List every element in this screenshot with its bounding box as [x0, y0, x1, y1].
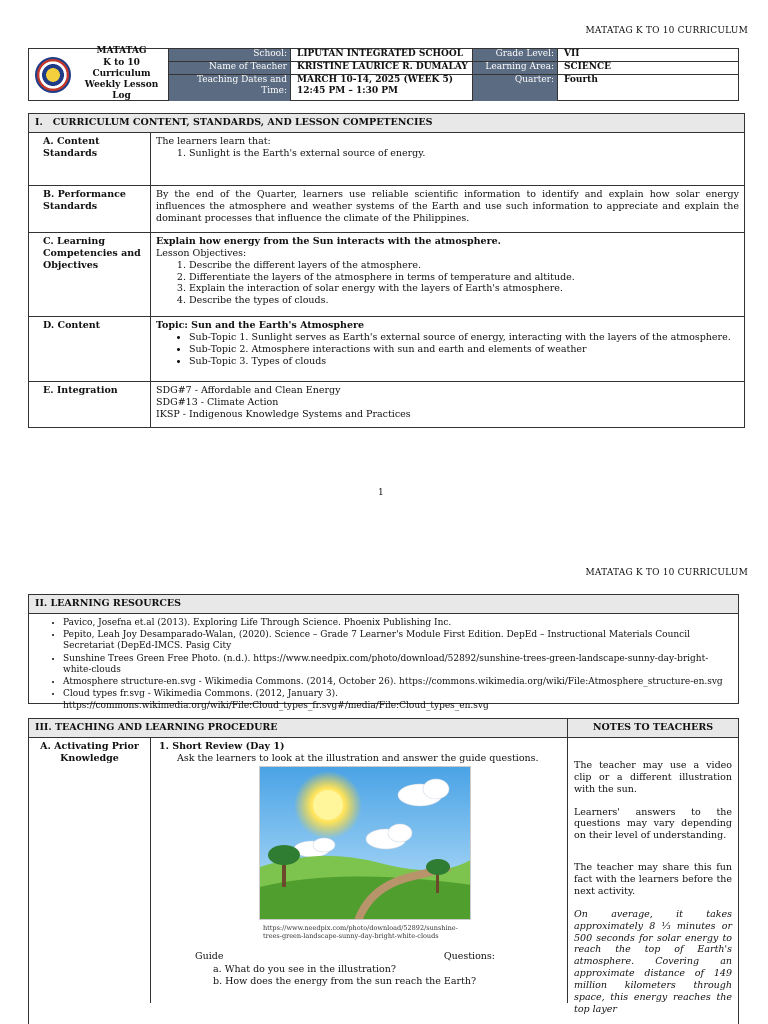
- info-grid: [169, 49, 738, 100]
- quarter-label: Quarter:: [473, 75, 558, 101]
- sunny-landscape-illustration: [259, 766, 471, 920]
- deped-seal-icon: [35, 57, 71, 93]
- teacher-label: Name of Teacher: [169, 62, 291, 75]
- guide-questions-heading: Guide Questions:: [195, 950, 495, 962]
- quarter-value: Fourth: [564, 75, 598, 85]
- page-number: 1: [378, 488, 384, 498]
- teacher-value: KRISTINE LAURICE R. DUMALAY: [291, 62, 473, 75]
- content-row: D. Content Topic: Sun and the Earth's Atmosphere • Sub-Topic 1. Sunlight serves as Earth's external source of energy, interacting with the layers of the atmosphere. • Sub-Topic 2. Atmosphere interactions with sun and earth and elements of weather • Sub-Topic 3. Types of clouds: [29, 317, 744, 382]
- fun-fact: On average, it takes approximately 8 ⅓ minutes or 500 seconds for solar energy to reach the top of Earth's atmosphere. Covering an approximate distance of 149 million kilometers through space, this energy reaches the top layer: [574, 908, 732, 1015]
- grade-label: Grade Level:: [473, 49, 558, 62]
- guide-questions-list: a. What do you see in the illustration? b. How does the energy from the sun reach the Earth?: [213, 963, 477, 987]
- review-title: 1. Short Review (Day 1): [159, 740, 285, 752]
- page-header-2: MATATAG K TO 10 CURRICULUM: [585, 568, 748, 578]
- performance-standards-row: B. Performance Standards By the end of the Quarter, learners use reliable scientific information to identify and explain how solar energy influences the atmosphere and weather systems of the Earth and use such information to appreciate and explain the dominant processes that influence the climate of the Philippines.: [29, 186, 744, 233]
- grade-value: VII: [558, 49, 738, 62]
- content-standards-label: A. Content Standards: [29, 133, 151, 185]
- school-label: School:: [169, 49, 291, 62]
- school-value: LIPUTAN INTEGRATED SCHOOL: [291, 49, 473, 62]
- area-value: SCIENCE: [558, 62, 738, 75]
- dates-label: Teaching Dates and Time:: [169, 75, 291, 101]
- procedure-title: III. TEACHING AND LEARNING PROCEDURE: [29, 719, 568, 737]
- competencies-row: C. Learning Competencies and Objectives Explain how energy from the Sun interacts with the atmosphere. Lesson Objectives: 1. Describe the different layers of the atmosphere. 2. Differentiate the layers of the atmosphere in terms of temperature and altitude. 3. Explain the interaction of solar energy with the layers of Earth's atmosphere. 4. Describe the types of clouds.: [29, 233, 744, 317]
- review-instruction: Ask the learners to look at the illustration and answer the guide questions.: [177, 752, 539, 764]
- content-standards-row: A. Content Standards The learners learn that: 1. Sunlight is the Earth's external source of energy.: [29, 133, 744, 186]
- procedure-header: [29, 719, 738, 738]
- content-label: D. Content: [29, 317, 151, 381]
- landscape-image: [260, 767, 471, 920]
- log-title: MATATAG K to 10 Curriculum Weekly Lesson Log: [84, 46, 159, 102]
- area-label: Learning Area:: [473, 62, 558, 75]
- notes-title: NOTES TO TEACHERS: [592, 722, 714, 733]
- objectives-list: 1. Describe the different layers of the atmosphere. 2. Differentiate the layers of the atmosphere in terms of temperature and altitude. 3. Explain the interaction of solar energy with the layers of Earth's atmosphere. 4. Describe the types of clouds.: [156, 260, 739, 308]
- logo-cell: [29, 46, 169, 102]
- subtopics-list: • Sub-Topic 1. Sunlight serves as Earth's external source of energy, interacting with the layers of the atmosphere. • Sub-Topic 2. Atmosphere interactions with sun and earth and elements of weather • Sub-Topic 3. Types of clouds: [156, 332, 739, 368]
- performance-standards-label: B. Performance Standards: [29, 186, 151, 232]
- illustration-caption: https://www.needpix.com/photo/download/52892/sunshine-trees-green-landscape-sunny-day-bright-white-clouds: [263, 923, 458, 941]
- section-resources: [28, 594, 739, 711]
- dates-value: MARCH 10-14, 2025 (WEEK 5) 12:45 PM – 1:30 PM: [291, 75, 473, 101]
- resources-list: • Pavico, Josefna et.al (2013). Exploring Life Through Science. Phoenix Publishing Inc. • Pepito, Leah Joy Desamparado-Walan, (2020). Science – Grade 7 Learner's Module First Edition. DepEd – Instructional Materials Council Secretariat (DepEd-IMCS. Pasig City • Sunshine Trees Green Free Photo. (n.d.). https://www.needpix.com/photo/download/52892/sunshine-trees-green-landscape-sunny-day-bright-white-clouds • Atmosphere structure-en.svg - Wikimedia Commons. (2014, October 26). https://commons.wikimedia.org/wiki/File:Atmosphere_structure-en.svg • Cloud types fr.svg - Wikimedia Commons. (2012, January 3). https://commons.wikimedia.org/wiki/File:Cloud_types_fr.svg#/media/File:Cloud_types_en.svg: [29, 614, 738, 717]
- notes-to-teachers: The teacher may use a video clip or a different illustration with the sun. Learners' answers to the questions may vary depending on their level of understanding. The teacher may share this fun fact with the learners before the next activity. On average, it takes approximately 8 ⅓ minutes or 500 seconds for solar energy to reach the top of Earth's atmosphere. Covering an approximate distance of 149 million kilometers through space, this energy reaches the top layer: [574, 759, 732, 1015]
- resources-title: II. LEARNING RESOURCES: [29, 595, 738, 614]
- section-curriculum: [28, 113, 745, 428]
- activating-label: A. Activating Prior Knowledge: [29, 738, 151, 1003]
- competencies-label: C. Learning Competencies and Objectives: [29, 233, 151, 316]
- content-standards-list: 1. Sunlight is the Earth's external source of energy.: [156, 148, 739, 160]
- section-title: I. CURRICULUM CONTENT, STANDARDS, AND LESSON COMPETENCIES: [29, 114, 744, 133]
- integration-label: E. Integration: [29, 382, 151, 427]
- integration-row: E. Integration SDG#7 - Affordable and Clean Energy SDG#13 - Climate Action IKSP - Indigenous Knowledge Systems and Practices: [29, 382, 744, 427]
- activating-row: [29, 738, 738, 1015]
- section-procedure: [28, 718, 739, 1024]
- page-header: MATATAG K TO 10 CURRICULUM: [585, 26, 748, 36]
- lesson-log-header: [28, 48, 739, 101]
